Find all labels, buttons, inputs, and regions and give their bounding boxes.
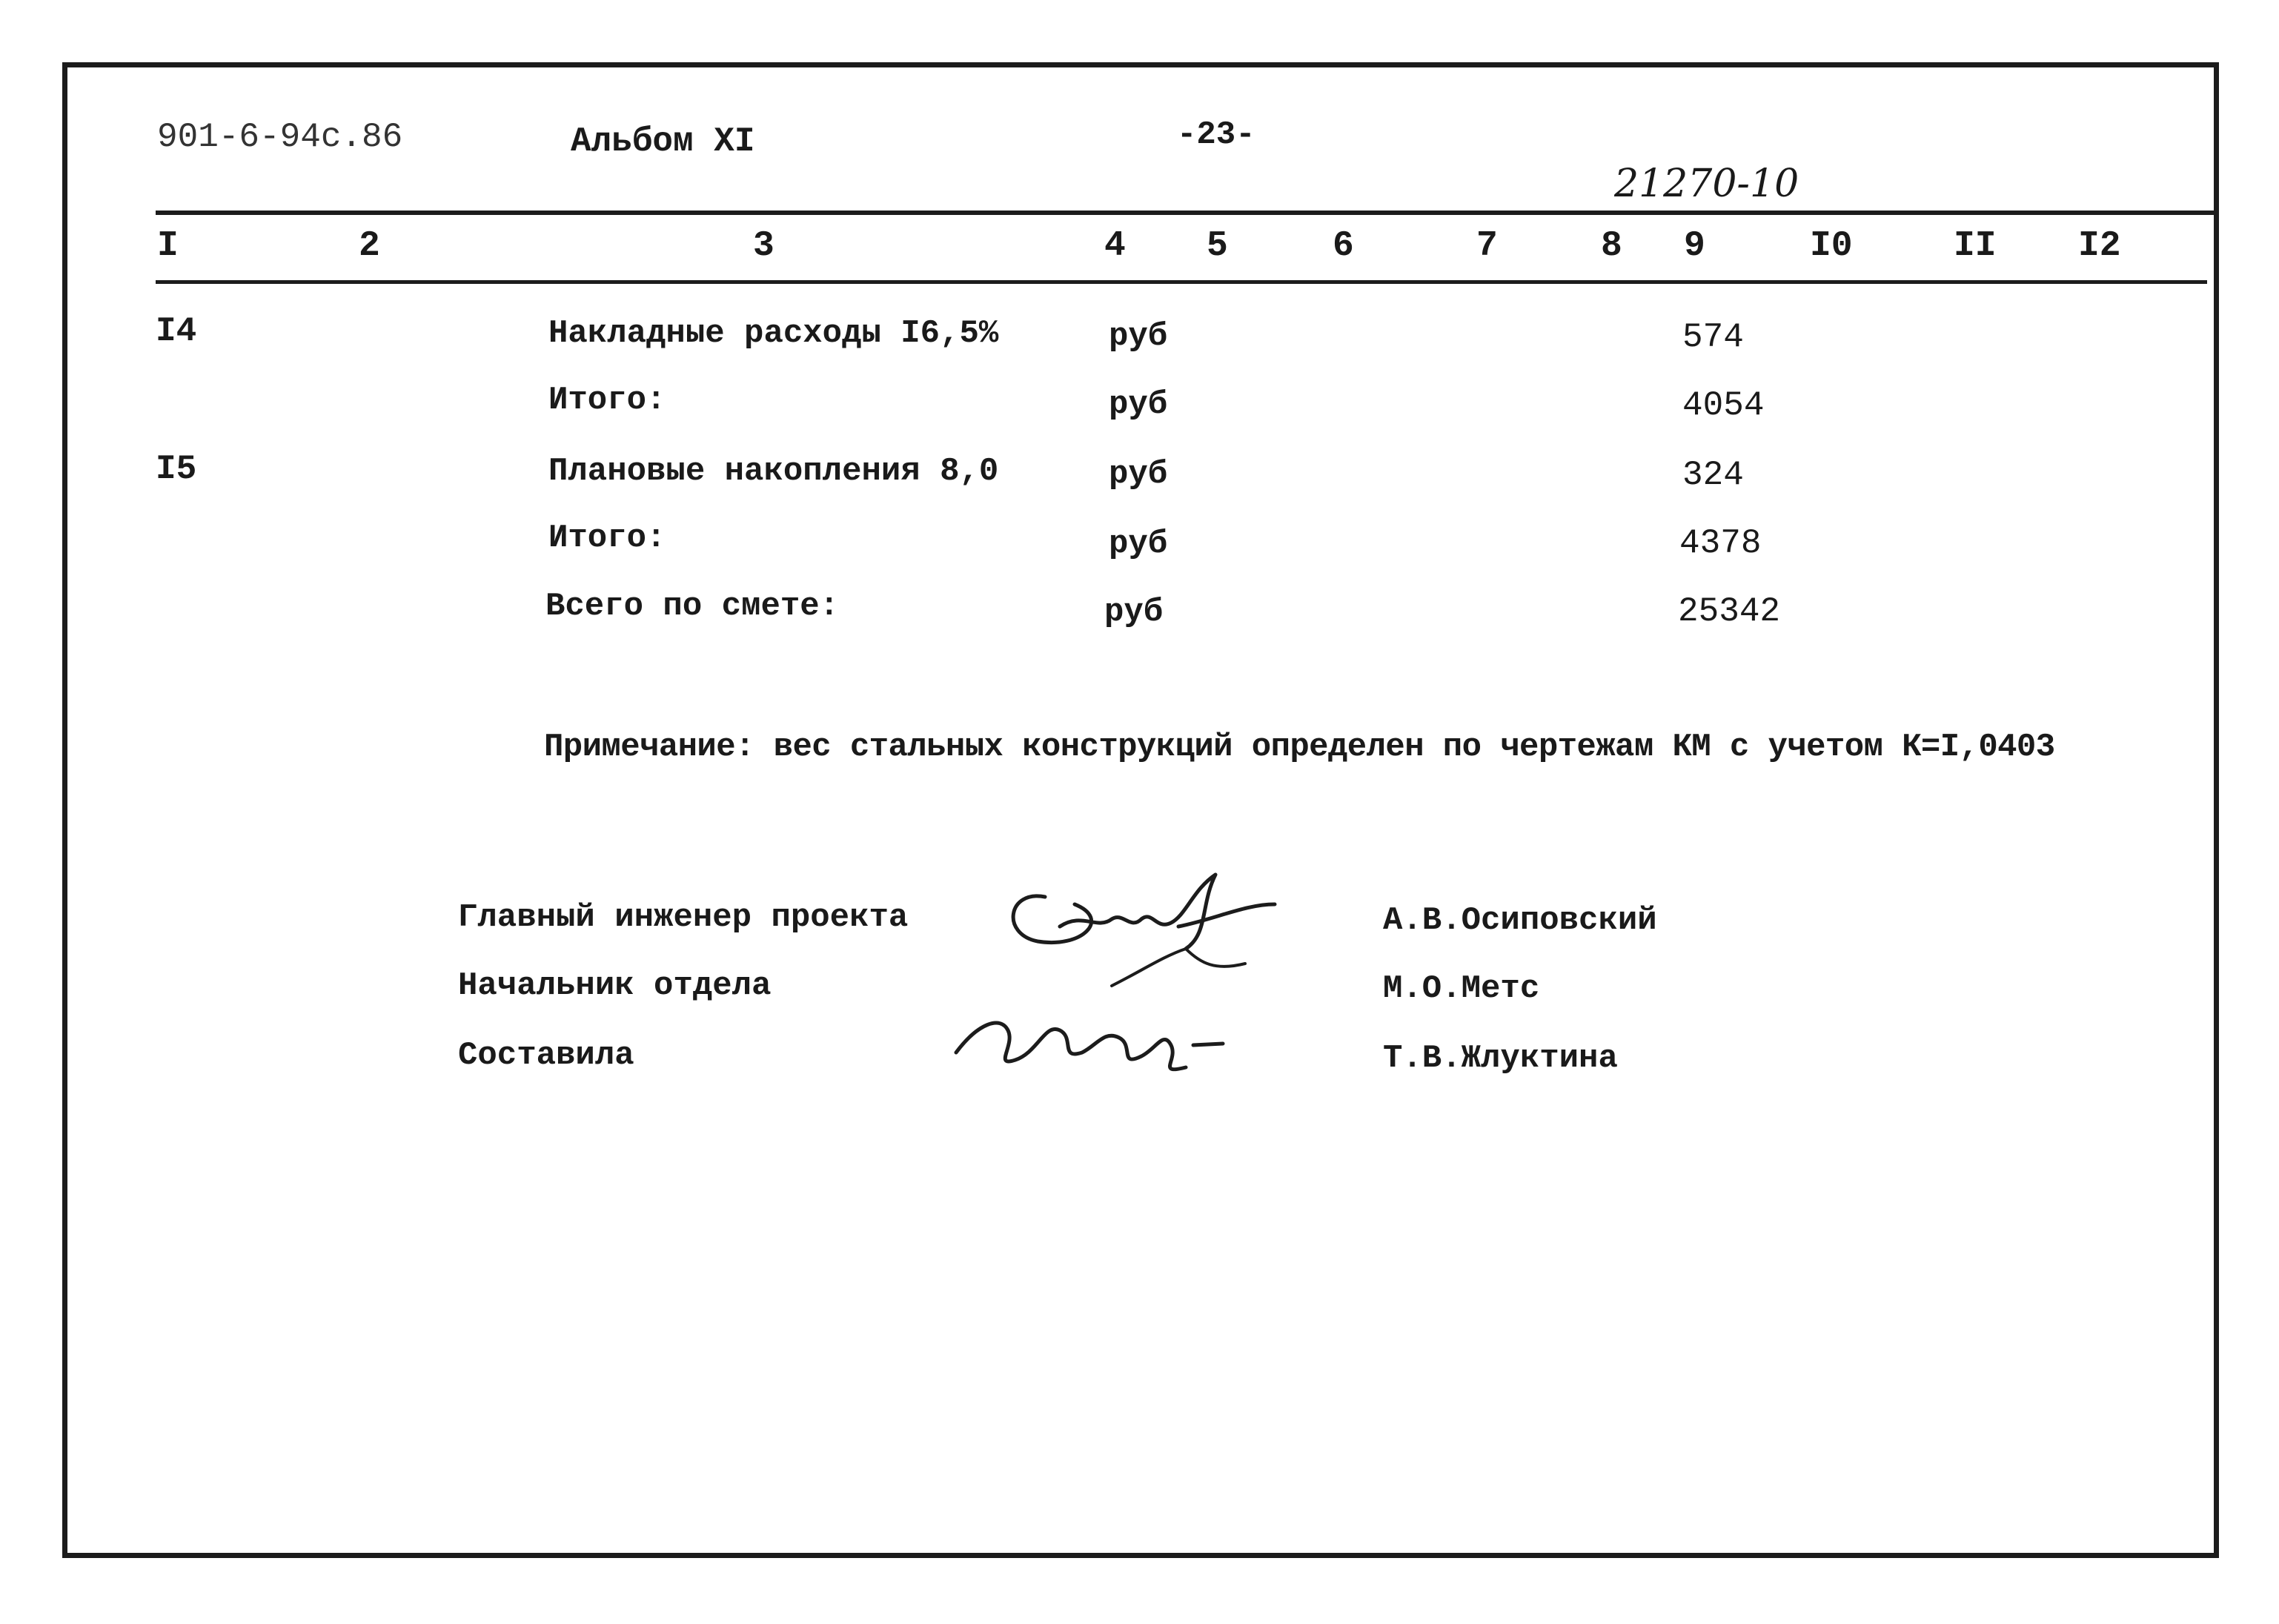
col-header-2: 2 — [359, 226, 380, 266]
row-1-value: 574 — [1682, 318, 1744, 357]
row-4-value: 4378 — [1679, 524, 1762, 563]
row-4-unit: руб — [1109, 526, 1168, 563]
row-2-unit: руб — [1109, 386, 1168, 423]
column-header-rule — [156, 280, 2207, 284]
col-header-10: I0 — [1810, 226, 1853, 266]
col-header-3: 3 — [753, 226, 774, 266]
col-header-7: 7 — [1476, 226, 1498, 266]
signature-name-3: Т.В.Жлуктина — [1383, 1040, 1618, 1077]
row-2-value: 4054 — [1682, 386, 1765, 425]
row-2-name: Итого: — [548, 382, 666, 419]
col-header-4: 4 — [1104, 226, 1126, 266]
col-header-11: II — [1954, 226, 1997, 266]
row-3-num: I5 — [156, 450, 197, 488]
doc-code: 901-6-94с.86 — [157, 118, 403, 156]
col-header-8: 8 — [1601, 226, 1622, 266]
page-number: -23- — [1177, 116, 1255, 153]
signature-name-2: М.О.Метс — [1383, 970, 1540, 1007]
inventory-number: 21270-10 — [1614, 162, 1799, 206]
album-label: Альбом XI — [571, 122, 755, 161]
header-rule — [156, 211, 2219, 215]
row-3-unit: руб — [1109, 456, 1168, 493]
row-3-name: Плановые накопления 8,0 — [548, 453, 999, 490]
signature-role-2: Начальник отдела — [458, 967, 772, 1004]
signature-compiler — [949, 986, 1245, 1090]
signature-name-1: А.В.Осиповский — [1383, 902, 1657, 939]
row-1-num: I4 — [156, 312, 197, 351]
signature-chief-engineer — [993, 860, 1304, 993]
col-header-9: 9 — [1684, 226, 1705, 266]
note-text: Примечание: вес стальных конструкций определен по чертежам КМ с учетом К=I,0403 — [544, 729, 2055, 766]
row-5-name: Всего по смете: — [545, 588, 840, 625]
col-header-6: 6 — [1333, 226, 1354, 266]
signature-role-1: Главный инженер проекта — [458, 899, 909, 936]
col-header-12: I2 — [2078, 226, 2121, 266]
page-frame — [62, 62, 2219, 1558]
signature-role-3: Составила — [458, 1037, 634, 1074]
row-1-unit: руб — [1109, 318, 1168, 355]
row-1-name: Накладные расходы I6,5% — [548, 315, 999, 352]
row-3-value: 324 — [1682, 456, 1744, 494]
row-5-value: 25342 — [1678, 592, 1781, 631]
row-4-name: Итого: — [548, 520, 666, 557]
col-header-1: I — [157, 226, 179, 266]
col-header-5: 5 — [1207, 226, 1228, 266]
row-5-unit: руб — [1104, 594, 1164, 631]
